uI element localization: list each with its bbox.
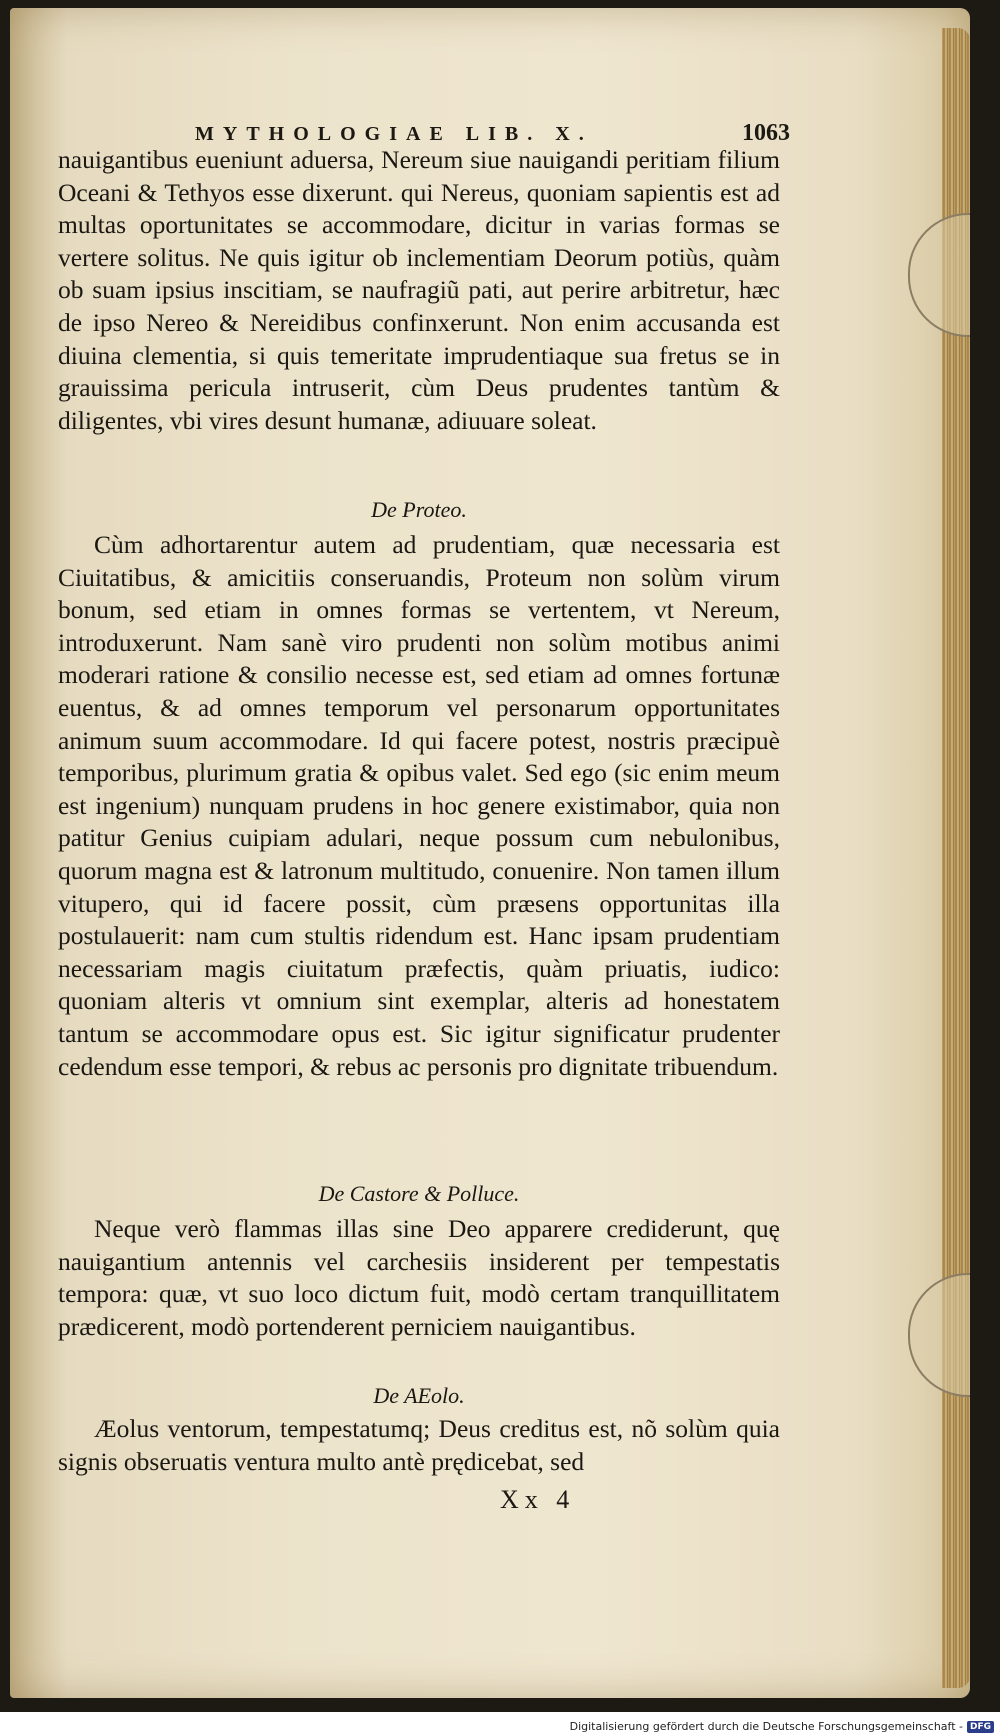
running-head: MYTHOLOGIAE LIB. X. [195, 123, 593, 145]
section-heading-aeolo: De AEolo. [373, 1383, 465, 1408]
text-block-aeolo [58, 1413, 780, 1478]
text-block-proteo [58, 529, 780, 1083]
page-paper [10, 8, 970, 1698]
dfg-logo: DFG [967, 1721, 994, 1733]
section-heading-castore: De Castore & Polluce. [318, 1181, 520, 1206]
paragraph: nauigantibus eueniunt aduersa, Nereum siue nauigandi peritiam filium Oceani & Tethyos esse dixerunt. qui Nereus, quoniam sapientis est ad multas oportunitates se accommodare, dicitur in varias formas se vertere solitus. Ne quis igitur ob inclementiam Deorum potiùs, quàm ob suam ipsius inscitiam, se naufragiũ pati, aut perire arbitretur, hæc de ipso Nereo & Nereidibus confinxerunt. Non enim accusanda est diuina clementia, si quis temeritate imprudentiaque sua fretus se in grauissima pericula intruserit, cùm Deus prudentes tantùm & diligentes, vbi vires desunt humanæ, adiuuare soleat. [58, 145, 780, 435]
page-tab-bottom [908, 1273, 970, 1397]
signature-mark: Xx 4 [500, 1485, 576, 1514]
text-block-nereus [58, 144, 780, 437]
text-block-castore [58, 1213, 780, 1343]
page-tab-top [908, 213, 970, 337]
digitization-credit [570, 1720, 994, 1733]
paragraph: Cùm adhortarentur autem ad prudentiam, quæ necessaria est Ciuitatibus, & amicitiis conseruandis, Proteum non solùm virum bonum, sed etiam in omnes formas se vertentem, vt Nereum, introduxerunt. Nam sanè viro prudenti non solùm motibus animi moderari ratione & consilio necesse est, sed etiam ad omnes fortunæ euentus, & ad omnes temporum vel personarum opportunitates animum suum accommodare. Id qui facere potest, nostris præcipuè temporibus, plurimum gratia & opibus valet. Sed ego (sic enim meum est ingenium) nunquam prudens in hoc genere existimabor, quia non patitur Genius cuipiam adulari, neque possum cum nebulonibus, quorum magna est & latronum multitudo, conuenire. Non tamen illum vitupero, qui id facere possit, cùm præsens opportunitas illa postulauerit: nam cum stultis ridendum est. Hanc ipsam prudentiam necessariam magis ciuitatum præfectis, quàm priuatis, iudico: quoniam alteris vt omnium sint exemplar, alteris ad honestatem tantum se accommodare opus est. Sic igitur significatur prudenter cedendum esse tempori, & rebus ac personis pro dignitate tribuendum. [58, 530, 780, 1081]
section-heading-proteo: De Proteo. [371, 497, 467, 522]
credit-text: Digitalisierung gefördert durch die Deutsche Forschungsgemeinschaft - [569, 1720, 963, 1733]
paragraph: Æolus ventorum, tempestatumq; Deus creditus est, nõ solùm quia signis obseruatis ventura multo antè prędicebat, sed [58, 1414, 780, 1476]
page-header [195, 120, 790, 147]
paragraph: Neque verò flammas illas sine Deo apparere crediderunt, quę nauigantium antennis vel carchesiis insiderent per tempestatis tempora: quæ, vt suo loco dictum fuit, modò certam tranquillitatem prædicerent, modò portenderent perniciem nauigantibus. [58, 1214, 780, 1341]
page-number: 1063 [742, 120, 790, 146]
